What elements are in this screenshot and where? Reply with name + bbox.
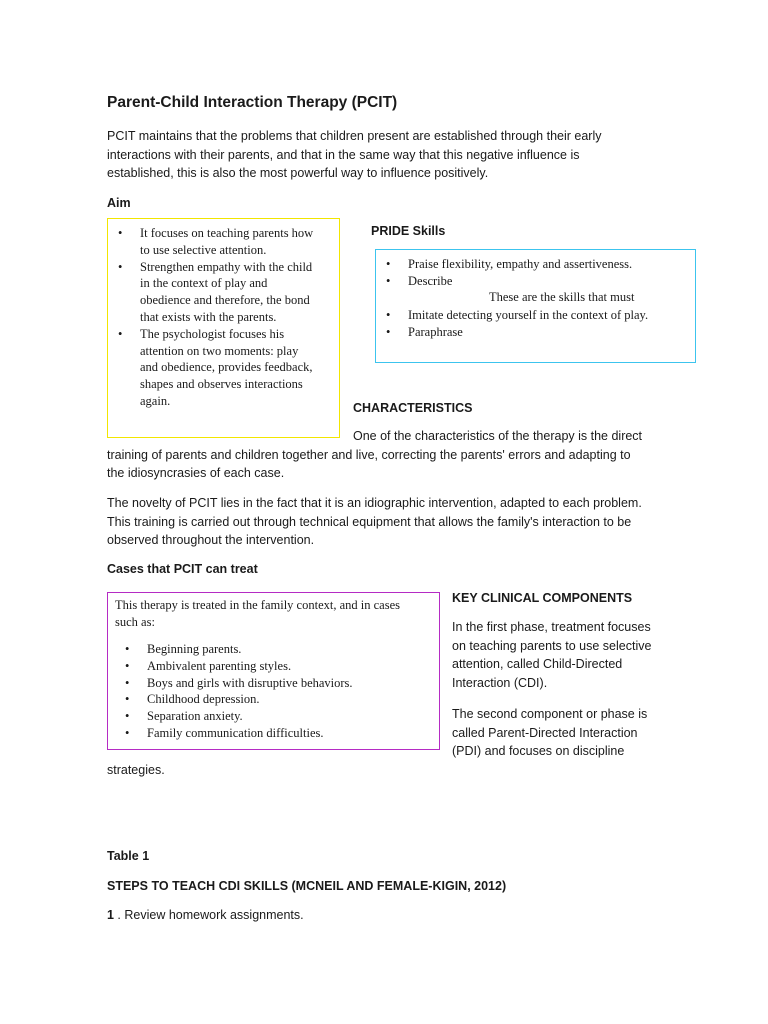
pride-list-continued — [384, 307, 689, 341]
step-text: . Review homework assignments. — [113, 908, 304, 922]
characteristics-paragraph: training of parents and children together and live, correcting the parents' errors and adapting to the idiosyncrasies of each case. — [107, 447, 631, 480]
table-heading: STEPS TO TEACH CDI SKILLS (MCNEIL AND FEMALE-KIGIN, 2012) — [107, 879, 507, 893]
cases-heading: Cases that PCIT can treat — [107, 562, 258, 576]
list-item: • Childhood depression. — [123, 691, 435, 708]
list-item: • Boys and girls with disruptive behaviors. — [123, 675, 435, 692]
list-item: • Family communication difficulties. — [123, 725, 435, 742]
pride-heading: PRIDE Skills — [371, 224, 446, 238]
table-step — [107, 906, 304, 925]
aim-list — [116, 225, 338, 410]
key-components-paragraph: The second component or phase is called Parent-Directed Interaction (PDI) and focuses on discipline — [452, 707, 648, 758]
cases-box — [107, 592, 440, 750]
intro-line: PCIT maintains that the problems that children present are established through their early — [107, 129, 602, 143]
intro-line: established, this is also the most powerful way to influence positively. — [107, 166, 489, 180]
key-components-tail: strategies. — [107, 763, 165, 777]
list-item: • The psychologist focuses his attention on two moments: play and obedience, provides feedback, shapes and observes interactions again. — [116, 326, 338, 410]
aim-box — [107, 218, 340, 438]
pride-box — [375, 249, 696, 363]
list-item: • Paraphrase — [384, 324, 689, 341]
cases-intro: This therapy is treated in the family context, and in cases such as: — [115, 598, 400, 629]
step-number: 1 — [107, 908, 114, 922]
list-item: • Imitate detecting yourself in the context of play. — [384, 307, 689, 324]
key-components-heading: KEY CLINICAL COMPONENTS — [452, 591, 633, 605]
list-item: • It focuses on teaching parents how to use selective attention. — [116, 225, 338, 259]
intro-line: interactions with their parents, and that in the same way that this negative influence is — [107, 147, 580, 162]
aim-heading: Aim — [107, 196, 131, 210]
novelty-paragraph: The novelty of PCIT lies in the fact that it is an idiographic intervention, adapted to each problem. This training is carried out through technical equipment that allows the family's interaction to be observed throughout the intervention. — [107, 496, 642, 547]
list-item: • Describe — [384, 273, 689, 290]
list-item: • Separation anxiety. — [123, 708, 435, 725]
table-label: Table 1 — [107, 849, 150, 863]
list-item: • Strengthen empathy with the child in the context of play and obedience and therefore, the bond that exists with the parents. — [116, 259, 338, 326]
key-components-paragraph: In the first phase, treatment focuses on teaching parents to use selective attention, called Child-Directed Interaction (CDI). — [452, 620, 652, 690]
intro-paragraph — [107, 127, 601, 183]
list-item: • Ambivalent parenting styles. — [123, 658, 435, 675]
cases-list — [123, 641, 435, 742]
characteristics-line: One of the characteristics of the therapy is the direct — [353, 429, 643, 443]
list-item: • Praise flexibility, empathy and assertiveness. — [384, 256, 689, 273]
page-title: Parent-Child Interaction Therapy (PCIT) — [107, 94, 398, 111]
list-item: • Beginning parents. — [123, 641, 435, 658]
characteristics-heading: CHARACTERISTICS — [353, 401, 473, 415]
pride-note: These are the skills that must — [489, 290, 635, 304]
pride-list — [384, 256, 689, 290]
